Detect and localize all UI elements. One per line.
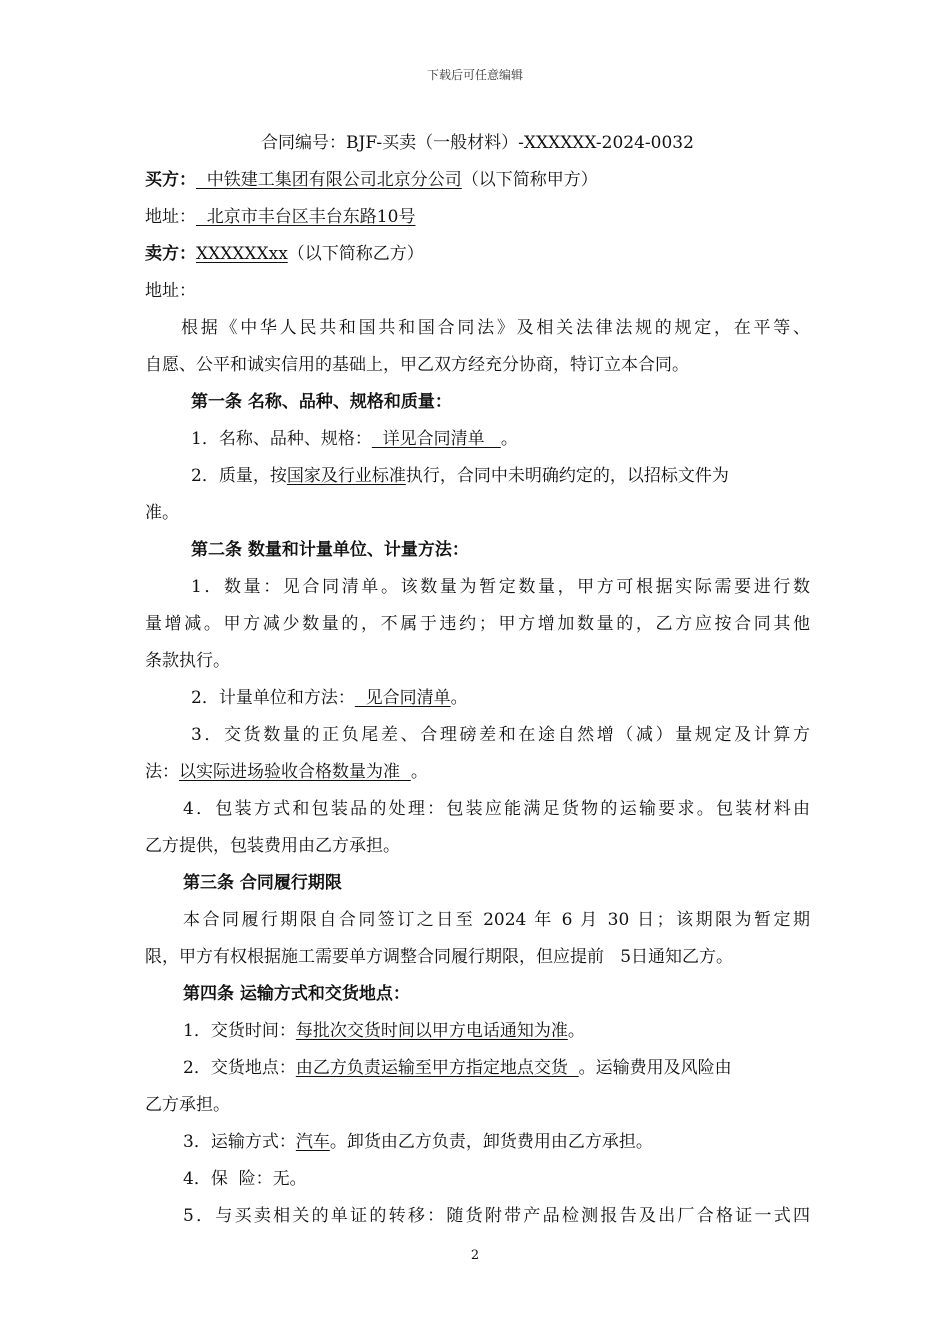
contract-body [145, 128, 810, 1238]
item-prefix: 3．运输方式： [183, 1132, 296, 1152]
item-prefix: 2．交货地点： [183, 1058, 296, 1078]
article4-item5: 5．与买卖相关的单证的转移：随货附带产品检测报告及出厂合格证一式四 [183, 1206, 810, 1226]
article1-item2 [145, 461, 810, 498]
buyer-address-line [145, 202, 810, 239]
article4-item1 [145, 1016, 810, 1053]
buyer-address-value: 北京市丰台区丰台东路10号 [196, 207, 416, 227]
page-number: 2 [470, 1248, 480, 1263]
article1-item2-cont: 准。 [145, 503, 179, 523]
item-suffix: 。卸货由乙方负责，卸货费用由乙方承担。 [329, 1132, 653, 1152]
item-value: 每批次交货时间以甲方电话通知为准 [295, 1021, 568, 1041]
item-prefix: 法： [145, 762, 179, 782]
contract-number: 合同编号：BJF-买卖（一般材料）-XXXXXX-2024-0032 [261, 133, 694, 153]
header-note: 下载后可任意编辑 [426, 68, 523, 82]
preamble-line: 自愿、公平和诚实信用的基础上，甲乙双方经充分协商，特订立本合同。 [145, 355, 689, 375]
item-suffix: 。 [567, 1021, 585, 1041]
article2-item1-line: 1．数量：见合同清单。该数量为暂定数量，甲方可根据实际需要进行数 [191, 577, 810, 597]
buyer-name: 中铁建工集团有限公司北京分公司 [196, 170, 462, 190]
article4-item2-cont: 乙方承担。 [145, 1095, 230, 1115]
seller-line [145, 239, 810, 276]
article4-item4: 4．保 险：无。 [183, 1169, 307, 1189]
item-prefix: 2．质量，按 [191, 466, 287, 486]
seller-label: 卖方： [145, 244, 196, 264]
article3-title: 第三条 合同履行期限 [183, 873, 342, 893]
seller-address-label: 地址： [145, 281, 196, 301]
article1-title: 第一条 名称、品种、规格和质量： [191, 392, 452, 412]
buyer-line [145, 165, 810, 202]
seller-address-line [145, 276, 810, 313]
article4-item2 [145, 1053, 810, 1090]
item-prefix: 2．计量单位和方法： [191, 688, 355, 708]
article2-item2 [145, 683, 810, 720]
item-value: 以实际进场验收合格数量为准 [179, 762, 411, 782]
item-suffix: 。 [500, 429, 518, 449]
buyer-address-label: 地址： [145, 207, 196, 227]
item-prefix: 1．交货时间： [183, 1021, 296, 1041]
article3-line: 限，甲方有权根据施工需要单方调整合同履行期限，但应提前 5日通知乙方。 [145, 947, 734, 967]
item-prefix: 1．名称、品种、规格： [191, 429, 372, 449]
item-value: 见合同清单 [354, 688, 451, 708]
article2-item1-line: 条款执行。 [145, 651, 230, 671]
article2-item3-cont [145, 757, 810, 794]
seller-name: XXXXXXxx [196, 244, 288, 264]
item-value: 国家及行业标准 [286, 466, 406, 486]
buyer-suffix: （以下简称甲方） [461, 170, 598, 190]
article2-item4-line: 乙方提供，包装费用由乙方承担。 [145, 836, 400, 856]
preamble-line: 根据《中华人民共和国共和国合同法》及相关法律法规的规定，在平等、 [181, 318, 810, 338]
item-suffix: 。运输费用及风险由 [578, 1058, 732, 1078]
article2-item1-line: 量增减。甲方减少数量的，不属于违约；甲方增加数量的，乙方应按合同其他 [145, 614, 810, 634]
item-value: 详见合同清单 [371, 429, 501, 449]
article2-title: 第二条 数量和计量单位、计量方法： [191, 540, 469, 560]
seller-suffix: （以下简称乙方） [287, 244, 424, 264]
item-suffix: 。 [410, 762, 428, 782]
item-suffix: 。 [450, 688, 468, 708]
item-value: 汽车 [295, 1132, 330, 1152]
article4-item3 [145, 1127, 810, 1164]
article2-item3-line: 3．交货数量的正负尾差、合理磅差和在途自然增（减）量规定及计算方 [191, 725, 810, 745]
item-suffix: 执行，合同中未明确约定的，以招标文件为 [405, 466, 729, 486]
article1-item1 [145, 424, 810, 461]
article4-title: 第四条 运输方式和交货地点： [183, 984, 410, 1004]
buyer-label: 买方： [145, 170, 196, 190]
article2-item4-line: 4．包装方式和包装品的处理：包装应能满足货物的运输要求。包装材料由 [183, 799, 810, 819]
article3-line: 本合同履行期限自合同签订之日至 2024 年 6 月 30 日；该期限为暂定期 [183, 910, 810, 930]
item-value: 由乙方负责运输至甲方指定地点交货 [295, 1058, 579, 1078]
